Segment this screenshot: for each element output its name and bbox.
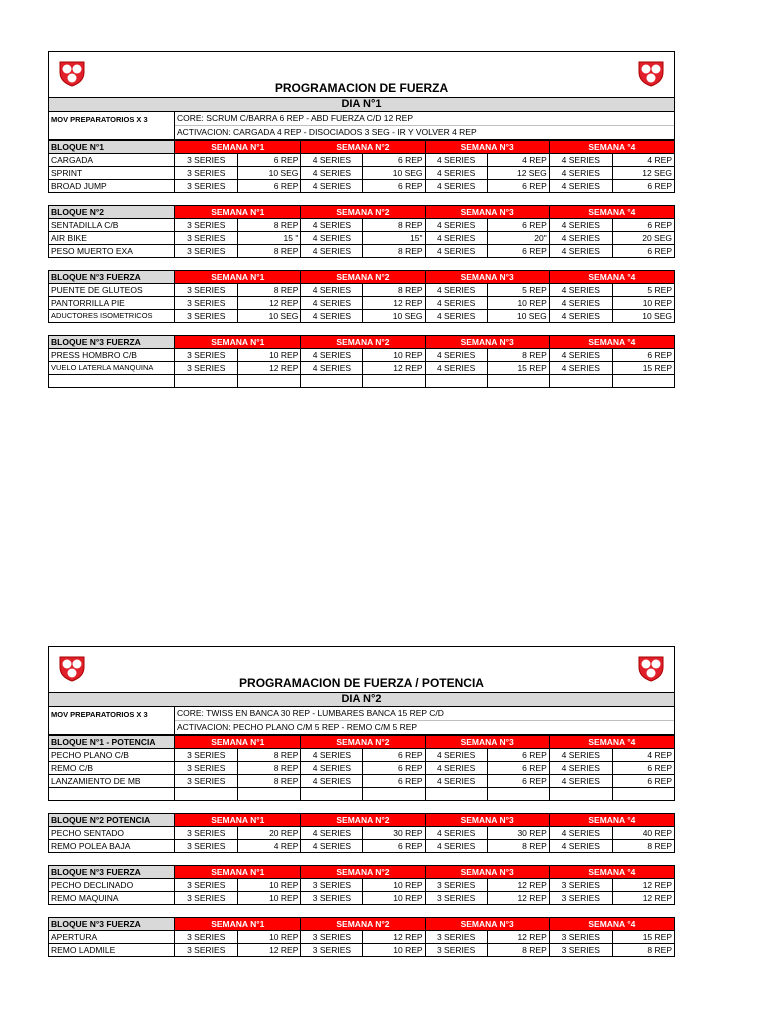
series-cell: 4 SERIES	[301, 180, 363, 193]
exercise-name: BROAD JUMP	[49, 180, 175, 193]
reps-cell: 6 REP	[487, 762, 549, 775]
week-header: SEMANA N°3	[425, 866, 549, 879]
series-cell	[175, 375, 238, 388]
series-cell	[301, 375, 363, 388]
activation-line: ACTIVACION: PECHO PLANO C/M 5 REP - REMO C/M 5 REP	[175, 720, 674, 734]
series-cell: 4 SERIES	[301, 297, 363, 310]
block-name: BLOQUE N°2	[49, 206, 175, 219]
series-cell: 4 SERIES	[549, 310, 612, 323]
reps-cell: 10 SEG	[612, 310, 674, 323]
reps-cell	[612, 375, 674, 388]
exercise-name: AIR BIKE	[49, 232, 175, 245]
reps-cell: 6 REP	[487, 219, 549, 232]
reps-cell: 8 REP	[487, 944, 549, 957]
reps-cell	[363, 788, 425, 801]
exercise-name	[49, 788, 175, 801]
week-header: SEMANA °4	[549, 814, 674, 827]
week-header: SEMANA N°2	[301, 866, 425, 879]
training-sheet-day1	[48, 51, 675, 388]
reps-cell: 8 REP	[238, 245, 301, 258]
series-cell: 4 SERIES	[301, 219, 363, 232]
week-header: SEMANA N°3	[425, 336, 549, 349]
table-row	[49, 167, 675, 180]
reps-cell: 40 REP	[612, 827, 674, 840]
series-cell: 4 SERIES	[549, 749, 612, 762]
series-cell: 4 SERIES	[425, 284, 487, 297]
reps-cell: 30 REP	[487, 827, 549, 840]
block-header-row	[49, 736, 675, 749]
week-header: SEMANA N°2	[301, 141, 425, 154]
table-row	[49, 297, 675, 310]
reps-cell: 10 REP	[238, 931, 301, 944]
week-header: SEMANA °4	[549, 736, 674, 749]
series-cell: 3 SERIES	[425, 931, 487, 944]
week-header: SEMANA N°1	[175, 206, 301, 219]
block-name: BLOQUE N°3 FUERZA	[49, 336, 175, 349]
series-cell: 4 SERIES	[301, 827, 363, 840]
reps-cell: 10 SEG	[238, 310, 301, 323]
series-cell: 3 SERIES	[425, 944, 487, 957]
reps-cell: 6 REP	[612, 245, 674, 258]
reps-cell: 8 REP	[238, 219, 301, 232]
exercise-name	[49, 375, 175, 388]
exercise-block-table	[48, 205, 675, 258]
block-name: BLOQUE N°3 FUERZA	[49, 271, 175, 284]
reps-cell: 8 REP	[238, 749, 301, 762]
block-name: BLOQUE N°1 - POTENCIA	[49, 736, 175, 749]
reps-cell: 8 REP	[238, 775, 301, 788]
series-cell: 4 SERIES	[301, 167, 363, 180]
series-cell: 4 SERIES	[425, 245, 487, 258]
block-name: BLOQUE N°3 FUERZA	[49, 918, 175, 931]
warmup-section	[48, 707, 675, 735]
table-row	[49, 232, 675, 245]
series-cell	[425, 788, 487, 801]
exercise-name: PECHO DECLINADO	[49, 879, 175, 892]
series-cell: 4 SERIES	[549, 245, 612, 258]
week-header: SEMANA °4	[549, 918, 674, 931]
series-cell: 3 SERIES	[175, 284, 238, 297]
series-cell: 3 SERIES	[175, 762, 238, 775]
exercise-name: REMO MAQUINA	[49, 892, 175, 905]
table-row	[49, 931, 675, 944]
series-cell: 3 SERIES	[175, 827, 238, 840]
series-cell: 4 SERIES	[301, 762, 363, 775]
reps-cell: 20 SEG	[612, 232, 674, 245]
series-cell: 4 SERIES	[425, 840, 487, 853]
series-cell: 3 SERIES	[549, 879, 612, 892]
series-cell: 4 SERIES	[549, 349, 612, 362]
series-cell: 4 SERIES	[549, 219, 612, 232]
week-header: SEMANA N°3	[425, 814, 549, 827]
reps-cell: 6 REP	[363, 749, 425, 762]
exercise-block-table	[48, 865, 675, 905]
activation-line: ACTIVACION: CARGADA 4 REP - DISOCIADOS 3 SEG - IR Y VOLVER 4 REP	[175, 125, 674, 139]
series-cell: 4 SERIES	[301, 840, 363, 853]
week-header: SEMANA N°1	[175, 814, 301, 827]
exercise-block-table	[48, 335, 675, 388]
reps-cell: 10 REP	[363, 944, 425, 957]
reps-cell: 20 REP	[238, 827, 301, 840]
reps-cell: 12 SEG	[487, 167, 549, 180]
reps-cell: 15 "	[238, 232, 301, 245]
series-cell	[175, 788, 238, 801]
exercise-name: CARGADA	[49, 154, 175, 167]
series-cell: 4 SERIES	[549, 827, 612, 840]
reps-cell: 10 REP	[363, 349, 425, 362]
reps-cell: 6 REP	[612, 180, 674, 193]
reps-cell: 8 REP	[612, 840, 674, 853]
reps-cell: 6 REP	[363, 762, 425, 775]
series-cell: 4 SERIES	[425, 297, 487, 310]
series-cell: 4 SERIES	[301, 310, 363, 323]
series-cell: 3 SERIES	[175, 180, 238, 193]
series-cell: 3 SERIES	[175, 297, 238, 310]
reps-cell: 12 REP	[612, 892, 674, 905]
series-cell: 3 SERIES	[175, 232, 238, 245]
exercise-name: REMO C/B	[49, 762, 175, 775]
exercise-name: PANTORRILLA PIE	[49, 297, 175, 310]
block-name: BLOQUE N°2 POTENCIA	[49, 814, 175, 827]
page-title: PROGRAMACION DE FUERZA	[274, 81, 449, 95]
table-row	[49, 749, 675, 762]
series-cell: 4 SERIES	[301, 749, 363, 762]
block-header-row	[49, 271, 675, 284]
exercise-name: REMO POLEA BAJA	[49, 840, 175, 853]
reps-cell: 10 SEG	[238, 167, 301, 180]
reps-cell: 15 REP	[612, 931, 674, 944]
series-cell	[425, 375, 487, 388]
reps-cell: 6 REP	[363, 840, 425, 853]
reps-cell: 12 REP	[238, 362, 301, 375]
series-cell: 4 SERIES	[549, 284, 612, 297]
week-header: SEMANA N°3	[425, 141, 549, 154]
block-name: BLOQUE N°1	[49, 141, 175, 154]
series-cell: 3 SERIES	[549, 892, 612, 905]
reps-cell: 10 SEG	[363, 310, 425, 323]
week-header: SEMANA N°1	[175, 271, 301, 284]
series-cell: 4 SERIES	[301, 775, 363, 788]
week-header: SEMANA N°1	[175, 336, 301, 349]
week-header: SEMANA °4	[549, 206, 674, 219]
day-label: DIA N°2	[48, 692, 675, 707]
exercise-name: REMO LADMILE	[49, 944, 175, 957]
reps-cell: 10 REP	[363, 892, 425, 905]
page-title: PROGRAMACION DE FUERZA / POTENCIA	[239, 676, 484, 690]
block-header-row	[49, 141, 675, 154]
series-cell: 3 SERIES	[175, 749, 238, 762]
reps-cell: 8 REP	[238, 762, 301, 775]
week-header: SEMANA °4	[549, 336, 674, 349]
reps-cell: 6 REP	[238, 180, 301, 193]
reps-cell: 12 REP	[363, 931, 425, 944]
block-header-row	[49, 866, 675, 879]
table-row	[49, 762, 675, 775]
week-header: SEMANA °4	[549, 271, 674, 284]
table-row	[49, 892, 675, 905]
exercise-block-table	[48, 917, 675, 957]
week-header: SEMANA N°3	[425, 206, 549, 219]
week-header: SEMANA N°2	[301, 271, 425, 284]
reps-cell: 6 REP	[612, 762, 674, 775]
series-cell	[301, 788, 363, 801]
reps-cell: 6 REP	[363, 154, 425, 167]
table-row	[49, 219, 675, 232]
series-cell: 4 SERIES	[549, 180, 612, 193]
table-row	[49, 349, 675, 362]
series-cell: 4 SERIES	[425, 349, 487, 362]
series-cell: 3 SERIES	[175, 892, 238, 905]
exercise-block-table	[48, 140, 675, 193]
series-cell: 3 SERIES	[175, 775, 238, 788]
series-cell: 4 SERIES	[301, 245, 363, 258]
series-cell: 3 SERIES	[549, 931, 612, 944]
week-header: SEMANA °4	[549, 141, 674, 154]
reps-cell: 12 SEG	[612, 167, 674, 180]
series-cell: 3 SERIES	[175, 154, 238, 167]
table-row	[49, 362, 675, 375]
series-cell: 4 SERIES	[549, 232, 612, 245]
reps-cell	[487, 788, 549, 801]
reps-cell: 6 REP	[612, 349, 674, 362]
series-cell: 4 SERIES	[549, 297, 612, 310]
week-header: SEMANA N°2	[301, 918, 425, 931]
training-sheet-day2	[48, 646, 675, 957]
series-cell: 3 SERIES	[175, 879, 238, 892]
warmup-label: MOV PREPARATORIOS X 3	[49, 112, 175, 139]
week-header: SEMANA N°2	[301, 206, 425, 219]
reps-cell: 30 REP	[363, 827, 425, 840]
block-header-row	[49, 814, 675, 827]
table-row	[49, 284, 675, 297]
exercise-name: PUENTE DE GLUTEOS	[49, 284, 175, 297]
series-cell: 3 SERIES	[549, 944, 612, 957]
reps-cell: 12 REP	[612, 879, 674, 892]
series-cell: 4 SERIES	[425, 762, 487, 775]
day-label: DIA N°1	[48, 97, 675, 112]
reps-cell: 12 REP	[363, 297, 425, 310]
reps-cell: 10 REP	[238, 892, 301, 905]
warmup-section	[48, 112, 675, 140]
series-cell: 4 SERIES	[301, 232, 363, 245]
exercise-block-table	[48, 270, 675, 323]
week-header: SEMANA °4	[549, 866, 674, 879]
exercise-name: APERTURA	[49, 931, 175, 944]
table-row	[49, 154, 675, 167]
exercise-name: VUELO LATERLA MANQUINA	[49, 362, 175, 375]
series-cell: 3 SERIES	[301, 931, 363, 944]
reps-cell: 12 REP	[238, 297, 301, 310]
table-row	[49, 180, 675, 193]
series-cell: 3 SERIES	[301, 944, 363, 957]
table-row	[49, 310, 675, 323]
reps-cell: 15 REP	[487, 362, 549, 375]
week-header: SEMANA N°3	[425, 918, 549, 931]
series-cell: 3 SERIES	[425, 879, 487, 892]
series-cell: 3 SERIES	[175, 310, 238, 323]
week-header: SEMANA N°2	[301, 814, 425, 827]
table-row	[49, 245, 675, 258]
reps-cell: 8 REP	[238, 284, 301, 297]
reps-cell: 12 REP	[487, 892, 549, 905]
week-header: SEMANA N°2	[301, 336, 425, 349]
series-cell: 4 SERIES	[301, 349, 363, 362]
reps-cell: 4 REP	[612, 749, 674, 762]
series-cell: 3 SERIES	[301, 879, 363, 892]
week-header: SEMANA N°1	[175, 141, 301, 154]
series-cell: 4 SERIES	[549, 154, 612, 167]
reps-cell: 10 REP	[487, 297, 549, 310]
reps-cell: 10 REP	[363, 879, 425, 892]
series-cell: 4 SERIES	[425, 827, 487, 840]
series-cell: 4 SERIES	[425, 167, 487, 180]
reps-cell: 6 REP	[487, 775, 549, 788]
reps-cell: 5 REP	[612, 284, 674, 297]
reps-cell: 12 REP	[363, 362, 425, 375]
exercise-name: LANZAMIENTO DE MB	[49, 775, 175, 788]
reps-cell: 6 REP	[487, 180, 549, 193]
core-line: CORE: TWISS EN BANCA 30 REP - LUMBARES BANCA 15 REP C/D	[177, 708, 444, 718]
block-header-row	[49, 336, 675, 349]
reps-cell: 6 REP	[612, 219, 674, 232]
table-row	[49, 944, 675, 957]
reps-cell: 20"	[487, 232, 549, 245]
series-cell: 4 SERIES	[301, 362, 363, 375]
reps-cell	[612, 788, 674, 801]
week-header: SEMANA N°1	[175, 736, 301, 749]
sheet-header	[48, 646, 675, 692]
exercise-name: SPRINT	[49, 167, 175, 180]
week-header: SEMANA N°3	[425, 736, 549, 749]
series-cell: 4 SERIES	[425, 154, 487, 167]
reps-cell: 8 REP	[487, 349, 549, 362]
reps-cell: 8 REP	[487, 840, 549, 853]
reps-cell: 6 REP	[487, 749, 549, 762]
reps-cell	[238, 788, 301, 801]
series-cell: 3 SERIES	[175, 931, 238, 944]
reps-cell: 8 REP	[363, 245, 425, 258]
reps-cell: 10 SEG	[487, 310, 549, 323]
reps-cell: 12 REP	[487, 879, 549, 892]
series-cell: 4 SERIES	[425, 775, 487, 788]
series-cell: 4 SERIES	[549, 167, 612, 180]
series-cell: 4 SERIES	[301, 154, 363, 167]
reps-cell: 8 REP	[612, 944, 674, 957]
reps-cell: 6 REP	[612, 775, 674, 788]
week-header: SEMANA N°3	[425, 271, 549, 284]
reps-cell: 12 REP	[487, 931, 549, 944]
reps-cell: 4 REP	[612, 154, 674, 167]
series-cell: 3 SERIES	[301, 892, 363, 905]
series-cell: 3 SERIES	[175, 944, 238, 957]
reps-cell: 5 REP	[487, 284, 549, 297]
reps-cell	[238, 375, 301, 388]
reps-cell: 4 REP	[487, 154, 549, 167]
table-row	[49, 840, 675, 853]
table-row	[49, 375, 675, 388]
exercise-block-table	[48, 735, 675, 801]
reps-cell: 10 REP	[238, 879, 301, 892]
block-header-row	[49, 206, 675, 219]
core-line: CORE: SCRUM C/BARRA 6 REP - ABD FUERZA C/D 12 REP	[177, 113, 414, 123]
series-cell: 4 SERIES	[425, 749, 487, 762]
reps-cell	[363, 375, 425, 388]
exercise-name: ADUCTORES ISOMETRICOS	[49, 310, 175, 323]
reps-cell: 12 REP	[238, 944, 301, 957]
table-row	[49, 827, 675, 840]
table-row	[49, 788, 675, 801]
exercise-name: PECHO PLANO C/B	[49, 749, 175, 762]
reps-cell: 4 REP	[238, 840, 301, 853]
series-cell: 4 SERIES	[301, 284, 363, 297]
series-cell: 3 SERIES	[175, 167, 238, 180]
series-cell: 3 SERIES	[425, 892, 487, 905]
reps-cell: 8 REP	[363, 284, 425, 297]
series-cell: 3 SERIES	[175, 349, 238, 362]
reps-cell: 8 REP	[363, 219, 425, 232]
series-cell	[549, 788, 612, 801]
series-cell: 4 SERIES	[549, 762, 612, 775]
reps-cell: 15"	[363, 232, 425, 245]
week-header: SEMANA N°1	[175, 918, 301, 931]
week-header: SEMANA N°2	[301, 736, 425, 749]
series-cell: 4 SERIES	[549, 775, 612, 788]
reps-cell: 6 REP	[238, 154, 301, 167]
reps-cell: 6 REP	[487, 245, 549, 258]
series-cell	[549, 375, 612, 388]
series-cell: 4 SERIES	[425, 180, 487, 193]
warmup-label: MOV PREPARATORIOS X 3	[49, 707, 175, 734]
series-cell: 4 SERIES	[425, 310, 487, 323]
exercise-name: PRESS HOMBRO C/B	[49, 349, 175, 362]
series-cell: 4 SERIES	[549, 840, 612, 853]
series-cell: 4 SERIES	[425, 219, 487, 232]
reps-cell: 6 REP	[363, 180, 425, 193]
exercise-block-table	[48, 813, 675, 853]
series-cell: 3 SERIES	[175, 362, 238, 375]
reps-cell	[487, 375, 549, 388]
reps-cell: 10 REP	[238, 349, 301, 362]
reps-cell: 10 SEG	[363, 167, 425, 180]
series-cell: 4 SERIES	[425, 232, 487, 245]
block-header-row	[49, 918, 675, 931]
series-cell: 4 SERIES	[549, 362, 612, 375]
reps-cell: 15 REP	[612, 362, 674, 375]
week-header: SEMANA N°1	[175, 866, 301, 879]
exercise-name: PESO MUERTO EXA	[49, 245, 175, 258]
series-cell: 3 SERIES	[175, 245, 238, 258]
reps-cell: 10 REP	[612, 297, 674, 310]
series-cell: 3 SERIES	[175, 840, 238, 853]
table-row	[49, 879, 675, 892]
table-row	[49, 775, 675, 788]
series-cell: 3 SERIES	[175, 219, 238, 232]
reps-cell: 6 REP	[363, 775, 425, 788]
series-cell: 4 SERIES	[425, 362, 487, 375]
sheet-header	[48, 51, 675, 97]
exercise-name: SENTADILLA C/B	[49, 219, 175, 232]
exercise-name: PECHO SENTADO	[49, 827, 175, 840]
block-name: BLOQUE N°3 FUERZA	[49, 866, 175, 879]
